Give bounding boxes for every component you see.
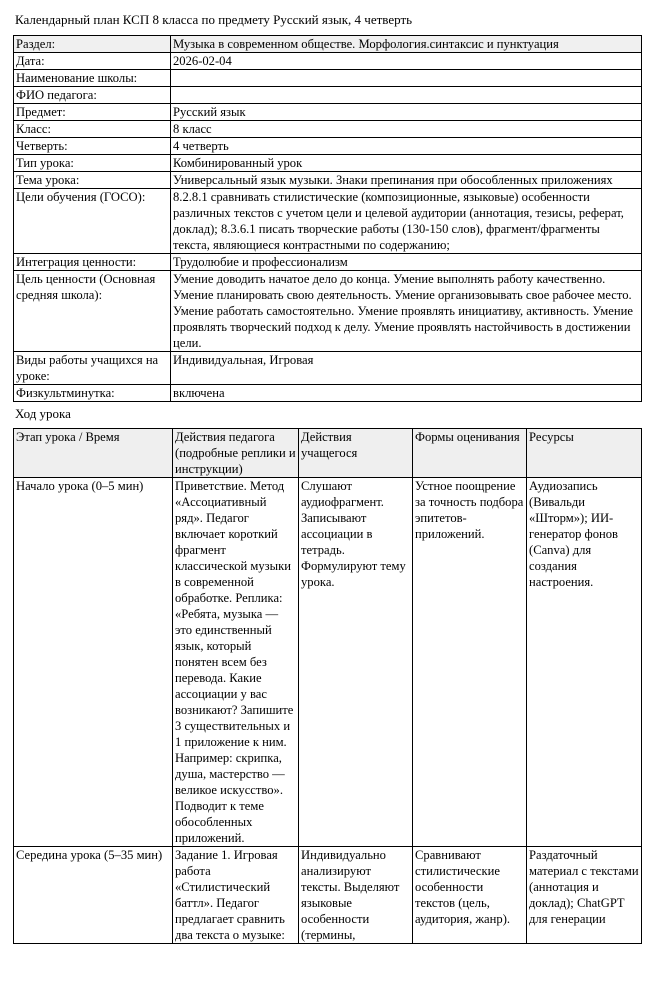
info-key: Физкультминутка: xyxy=(14,385,171,402)
section-label: Ход урока xyxy=(15,406,71,421)
info-row xyxy=(14,352,642,385)
document-title: Календарный план КСП 8 класса по предмету Русский язык, 4 четверть xyxy=(15,12,413,27)
info-key: Дата: xyxy=(14,53,171,70)
info-row xyxy=(14,36,642,53)
info-row xyxy=(14,385,642,402)
info-value: 8 класс xyxy=(171,121,642,138)
info-value: включена xyxy=(171,385,642,402)
plan-cell-teacher: Задание 1. Игровая работа «Стилистический баттл». Педагог предлагает сравнить два текста о музыке: xyxy=(173,847,299,944)
header-student: Действия учащегося xyxy=(299,429,413,478)
info-row xyxy=(14,87,642,104)
info-row xyxy=(14,121,642,138)
plan-cell-assessment: Устное поощрение за точность подбора эпитетов-приложений. xyxy=(413,478,527,847)
header-teacher: Действия педагога (подробные реплики и инструкции) xyxy=(173,429,299,478)
header-assessment: Формы оценивания xyxy=(413,429,527,478)
info-value: 2026-02-04 xyxy=(171,53,642,70)
info-value: Русский язык xyxy=(171,104,642,121)
plan-cell-student: Индивидуально анализируют тексты. Выделяют языковые особенности (термины, xyxy=(299,847,413,944)
info-value: 8.2.8.1 сравнивать стилистические (композиционные, языковые) особенности различных текстов с учетом цели и целевой аудитории (аннотация, тезисы, реферат, доклад); 8.3.6.1 писать творческие работы (130-150 слов), фрагмент/фрагменты текста, являющиеся контрастными по содержанию; xyxy=(171,189,642,254)
info-value xyxy=(171,70,642,87)
header-resources: Ресурсы xyxy=(527,429,642,478)
info-key: Интеграция ценности: xyxy=(14,254,171,271)
info-value: Индивидуальная, Игровая xyxy=(171,352,642,385)
lesson-info-table xyxy=(13,35,642,402)
plan-cell-teacher: Приветствие. Метод «Ассоциативный ряд». Педагог включает короткий фрагмент классической музыки в современной обработке. Реплика: «Ребята, музыка — это единственный язык, который понятен всем без перевода. Какие ассоциации у вас возникают? Запишите 3 существительных и 1 приложение к ним. Например: скрипка, душа, мастерство — великое искусство». Подводит к теме обособленных приложений. xyxy=(173,478,299,847)
info-value: Универсальный язык музыки. Знаки препинания при обособленных приложениях xyxy=(171,172,642,189)
header-stage: Этап урока / Время xyxy=(14,429,173,478)
info-key: Виды работы учащихся на уроке: xyxy=(14,352,171,385)
plan-row xyxy=(14,478,642,847)
plan-cell-assessment: Сравнивают стилистические особенности текстов (цель, аудитория, жанр). xyxy=(413,847,527,944)
info-key: ФИО педагога: xyxy=(14,87,171,104)
info-key: Тип урока: xyxy=(14,155,171,172)
info-value: Музыка в современном обществе. Морфология.синтаксис и пунктуация xyxy=(171,36,642,53)
info-row xyxy=(14,155,642,172)
info-value: 4 четверть xyxy=(171,138,642,155)
info-row xyxy=(14,254,642,271)
info-row xyxy=(14,189,642,254)
info-row xyxy=(14,70,642,87)
plan-header-row xyxy=(14,429,642,478)
info-value xyxy=(171,87,642,104)
info-key: Цель ценности (Основная средняя школа): xyxy=(14,271,171,352)
info-row xyxy=(14,138,642,155)
plan-cell-stage: Начало урока (0–5 мин) xyxy=(14,478,173,847)
plan-cell-student: Слушают аудиофрагмент. Записывают ассоциации в тетрадь. Формулируют тему урока. xyxy=(299,478,413,847)
info-row xyxy=(14,104,642,121)
info-key: Четверть: xyxy=(14,138,171,155)
lesson-plan-table xyxy=(13,428,642,944)
plan-cell-resources: Раздаточный материал с текстами (аннотация и доклад); ChatGPT для генерации xyxy=(527,847,642,944)
info-key: Наименование школы: xyxy=(14,70,171,87)
info-key: Класс: xyxy=(14,121,171,138)
info-value: Комбинированный урок xyxy=(171,155,642,172)
info-value: Умение доводить начатое дело до конца. Умение выполнять работу качественно. Умение планировать свою деятельность. Умение организовывать свое рабочее место. Умение работать самостоятельно. Умение проявлять инициативу, активность. Умение проявлять творческий подход к делу. Умение проявлять настойчивость в достижении цели. xyxy=(171,271,642,352)
info-row xyxy=(14,271,642,352)
plan-cell-resources: Аудиозапись (Вивальди «Шторм»); ИИ-генератор фонов (Canva) для создания настроения. xyxy=(527,478,642,847)
info-value: Трудолюбие и профессионализм xyxy=(171,254,642,271)
info-key: Тема урока: xyxy=(14,172,171,189)
info-row xyxy=(14,53,642,70)
plan-cell-stage: Середина урока (5–35 мин) xyxy=(14,847,173,944)
info-key: Цели обучения (ГОСО): xyxy=(14,189,171,254)
info-key: Предмет: xyxy=(14,104,171,121)
plan-row xyxy=(14,847,642,944)
info-row xyxy=(14,172,642,189)
info-key: Раздел: xyxy=(14,36,171,53)
